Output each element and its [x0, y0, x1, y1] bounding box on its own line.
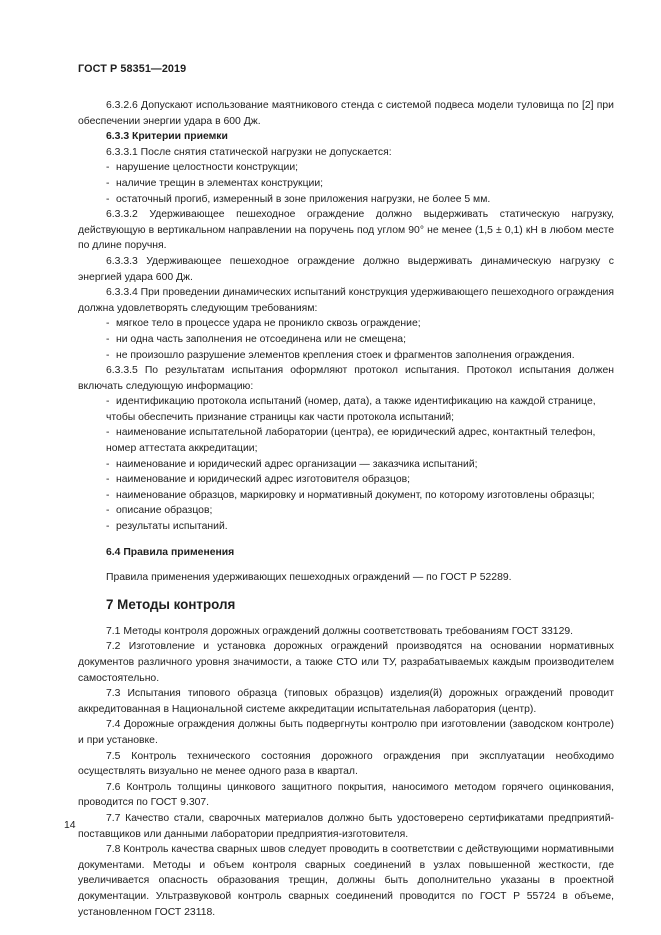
subsection-heading: 6.3.3 Критерии приемки	[106, 131, 228, 143]
list-item-text: мягкое тело в процессе удара не проникло сквозь ограждение;	[116, 318, 421, 330]
paragraph: 7.1 Методы контроля дорожных ограждений должны соответствовать требованиям ГОСТ 33129.	[106, 625, 574, 637]
list-item	[78, 176, 614, 192]
list-item	[78, 394, 614, 425]
section-heading: 6.4 Правила применения	[106, 546, 235, 558]
paragraph: 6.3.3.3 Удерживающее пешеходное ограждение должно выдерживать динамическую нагрузку с энергией удара 600 Дж.	[78, 255, 614, 283]
paragraph: 6.3.3.4 При проведении динамических испытаний конструкция удерживающего пешеходного ограждения должна удовлетворять следующим требованиям:	[78, 287, 614, 314]
list-item-text: ни одна часть заполнения не отсоединена или не смещена;	[116, 333, 406, 345]
list-item	[78, 488, 614, 504]
list-item-text: результаты испытаний.	[116, 521, 228, 533]
spacer	[78, 560, 614, 570]
list-item	[78, 348, 614, 364]
dash-bullet: -	[106, 177, 110, 189]
list-item	[78, 160, 614, 176]
list-item-text: нарушение целостности конструкции;	[116, 162, 299, 174]
dash-bullet: -	[106, 458, 110, 470]
list-item-text: наименование образцов, маркировку и нормативный документ, по которому изготовлены образцы;	[116, 489, 595, 501]
dash-bullet: -	[106, 427, 110, 439]
document-header: ГОСТ Р 58351—2019	[78, 63, 187, 75]
paragraph: 7.8 Контроль качества сварных швов следует проводить в соответствии с действующими нормативными документами. Методы и объем контроля сварных соединений в узлах повышенной жесткости, где увеличивается опасность образования трещин, должны быть дополнительно указаны в проектной документации. Ультразвуковой контроль сварных соединений проводится по ГОСТ Р 55724 в объеме, установленном ГОСТ 23118.	[78, 844, 614, 918]
document-body	[78, 98, 614, 920]
list-item-text: не произошло разрушение элементов крепления стоек и фрагментов заполнения ограждения.	[116, 349, 575, 361]
list-item-text: остаточный прогиб, измеренный в зоне приложения нагрузки, не более 5 мм.	[116, 193, 491, 205]
dash-bullet: -	[106, 521, 110, 533]
dash-bullet: -	[106, 318, 110, 330]
paragraph: 7.3 Испытания типового образца (типовых образцов) изделия(й) дорожных ограждений проводит аккредитованная в Национальной системе аккредитации испытательная лаборатория (центр).	[78, 688, 614, 715]
list-item	[78, 192, 614, 208]
list-item-text: наименование испытательной лаборатории (центра), ее юридический адрес, контактный телефон, номер аттестата аккредитации;	[106, 427, 596, 455]
list-item	[78, 332, 614, 348]
page-number: 14	[64, 820, 76, 831]
dash-bullet: -	[106, 162, 110, 174]
list-item-text: наличие трещин в элементах конструкции;	[116, 177, 324, 189]
paragraph: 7.2 Изготовление и установка дорожных ограждений производятся на основании нормативных документов различного уровня значимости, а также СТО или ТУ, разрабатываемых каждым производителем самостоятельно.	[78, 641, 614, 684]
list-item-text: наименование и юридический адрес организации — заказчика испытаний;	[116, 458, 478, 470]
chapter-heading: 7 Методы контроля	[106, 596, 236, 612]
dash-bullet: -	[106, 193, 110, 205]
dash-bullet: -	[106, 333, 110, 345]
list-item	[78, 503, 614, 519]
paragraph: 7.7 Качество стали, сварочных материалов должно быть удостоверено сертификатами предприятий-поставщиков или данными лаборатории предприятия-изготовителя.	[78, 812, 614, 840]
list-item	[78, 472, 614, 488]
dash-bullet: -	[106, 474, 110, 486]
spacer	[78, 535, 614, 545]
paragraph: 7.5 Контроль технического состояния дорожного ограждения при эксплуатации необходимо осуществлять визуально не менее одного раза в квартал.	[78, 750, 614, 778]
paragraph: 7.4 Дорожные ограждения должны быть подвергнуты контролю при изготовлении (заводском контроле) и при установке.	[78, 719, 614, 746]
paragraph: Правила применения удерживающих пешеходных ограждений — по ГОСТ Р 52289.	[106, 572, 512, 584]
list-item-text: идентификацию протокола испытаний (номер, дата), а также идентификацию на каждой странице, чтобы обеспечить признание страницы как части протокола испытаний;	[106, 396, 596, 423]
paragraph: 6.3.3.2 Удерживающее пешеходное ограждение должно выдерживать статическую нагрузку, действующую в вертикальном направлении на поручень под углом 90° не менее (1,5 ± 0,1) кН в любом месте по длине поручня.	[78, 209, 614, 252]
paragraph: 6.3.2.6 Допускают использование маятникового стенда с системой подвеса модели туловища по [2] при обеспечении энергии удара в 600 Дж.	[78, 100, 614, 127]
list-item	[78, 425, 614, 456]
list-item	[78, 316, 614, 332]
list-item-text: наименование и юридический адрес изготовителя образцов;	[116, 474, 411, 486]
list-item-text: описание образцов;	[116, 505, 213, 517]
dash-bullet: -	[106, 396, 110, 408]
spacer	[78, 614, 614, 624]
list-item	[78, 519, 614, 535]
dash-bullet: -	[106, 489, 110, 501]
spacer	[78, 586, 614, 596]
paragraph: 6.3.3.1 После снятия статической нагрузки не допускается:	[106, 146, 392, 158]
paragraph: 6.3.3.5 По результатам испытания оформляют протокол испытания. Протокол испытания должен включать следующую информацию:	[78, 365, 614, 392]
dash-bullet: -	[106, 505, 110, 517]
dash-bullet: -	[106, 349, 110, 361]
list-item	[78, 457, 614, 473]
paragraph: 7.6 Контроль толщины цинкового защитного покрытия, наносимого методом горячего оцинкования, проводится по ГОСТ 9.307.	[78, 781, 614, 809]
